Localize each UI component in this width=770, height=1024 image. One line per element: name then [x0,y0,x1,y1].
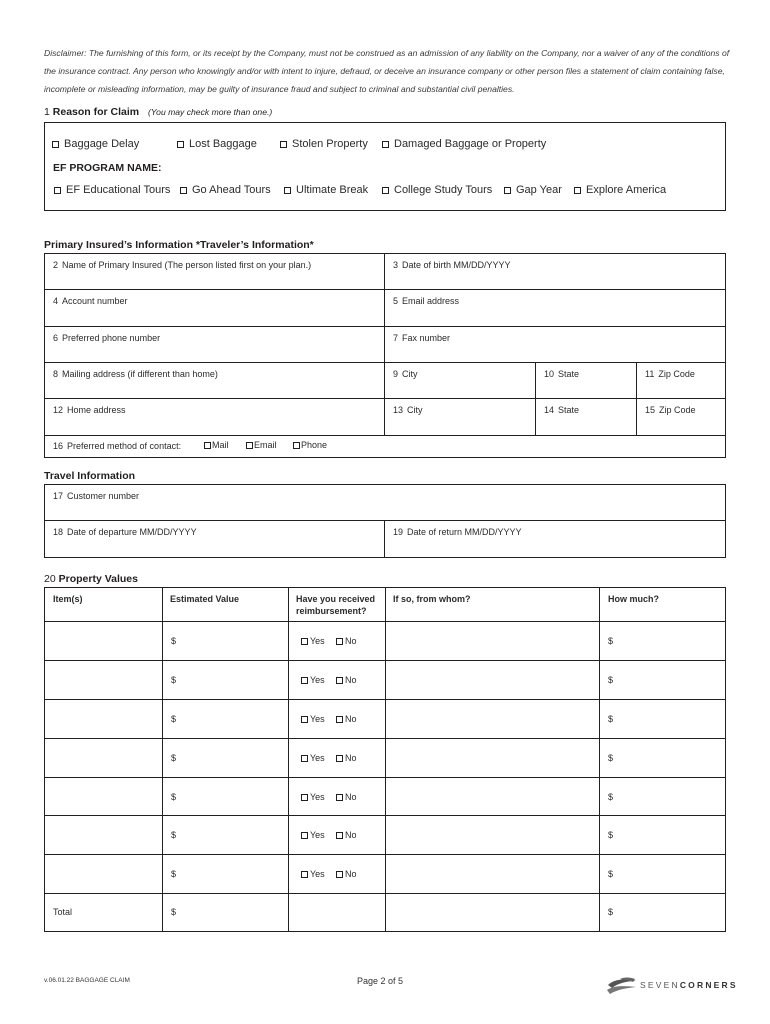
field-label: 10 State [544,369,580,379]
option-label: Yes [310,714,325,724]
option-label: No [345,636,357,646]
header-items: Item(s) [53,594,83,604]
field-label: 15 Zip Code [645,405,696,415]
option-ef-educational-tours[interactable] [54,184,170,196]
option-label: No [345,753,357,763]
field-label: 13 City [393,405,423,415]
how-much-currency: $ [608,636,614,646]
checkbox[interactable] [301,716,308,723]
checkbox[interactable] [336,677,343,684]
how-much-currency: $ [608,830,614,840]
field-home-address[interactable] [45,399,385,436]
estimated-value-currency: $ [171,792,177,802]
option-damaged-baggage[interactable] [382,138,546,150]
option-label: Mail [212,440,229,450]
checkbox[interactable] [284,187,291,194]
option-college-study-tours[interactable] [382,184,492,196]
reason-hint: (You may check more than one.) [148,107,273,117]
ef-program-label: EF PROGRAM NAME: [53,162,162,174]
estimated-value-currency: $ [171,636,177,646]
property-number: 20 [44,573,56,585]
option-label: No [345,675,357,685]
checkbox[interactable] [301,794,308,801]
disclaimer-text: Disclaimer: The furnishing of this form, or its receipt by the Company, must not be construed as an admission of any liability on the Company, nor a waiver of any of the conditions of the insurance contract. Any person who knowingly and/or with intent to injure, defraud, or deceive an insurance company or other person files a statement of claim containing false, incomplete or misleading information, may be guilty of insurance fraud and subject to criminal and substantial civil penalties. [44,48,730,94]
table-grid [45,588,725,931]
header-estimated-value: Estimated Value [170,594,240,604]
option-label: Damaged Baggage or Property [394,138,547,150]
reimbursed-yes-option[interactable] [301,830,325,840]
primary-insured-table [44,253,726,458]
option-label: Yes [310,869,325,879]
option-label: Phone [301,440,328,450]
checkbox[interactable] [301,677,308,684]
checkbox[interactable] [382,187,389,194]
field-label: 18 Date of departure MM/DD/YYYY [53,527,197,537]
how-much-currency: $ [608,869,614,879]
option-label: Yes [310,753,325,763]
field-label: 17 Customer number [53,491,140,501]
form-version: v.06.01.22 BAGGAGE CLAIM [44,977,130,984]
reimbursed-no-option[interactable] [336,753,357,763]
estimated-value-currency: $ [171,675,177,685]
checkbox[interactable] [301,871,308,878]
field-mailing-zip[interactable] [637,363,725,399]
field-label: 11 Zip Code [645,369,695,379]
checkbox[interactable] [336,755,343,762]
field-date-of-departure[interactable] [45,521,385,557]
field-date-of-birth[interactable] [385,254,725,290]
travel-table [44,484,726,558]
reimbursed-no-option[interactable] [336,830,357,840]
field-email-address[interactable] [385,290,725,327]
checkbox[interactable] [574,187,581,194]
option-explore-america[interactable] [574,184,666,196]
header-from-whom: If so, from whom? [393,594,471,604]
field-home-city[interactable] [385,399,536,436]
field-preferred-contact [45,436,725,457]
field-date-of-return[interactable] [385,521,725,557]
seven-corners-logo-icon [606,975,638,995]
field-home-state[interactable] [536,399,637,436]
contact-phone-option[interactable] [293,440,327,450]
total-estimated-currency: $ [171,907,177,917]
option-label: Go Ahead Tours [192,184,271,196]
how-much-currency: $ [608,714,614,724]
option-label: Explore America [586,184,667,196]
reimbursed-yes-option[interactable] [301,753,325,763]
option-label: No [345,869,357,879]
checkbox[interactable] [336,832,343,839]
field-label: 12 Home address [53,405,126,415]
estimated-value-currency: $ [171,830,177,840]
option-lost-baggage[interactable] [177,138,257,150]
header-reimbursement: Have you received reimbursement? [296,594,376,616]
checkbox[interactable] [382,141,389,148]
checkbox[interactable] [54,187,61,194]
checkbox[interactable] [336,794,343,801]
contact-mail-option[interactable] [204,440,229,450]
option-ultimate-break[interactable] [284,184,368,196]
reimbursed-yes-option[interactable] [301,869,325,879]
checkbox[interactable] [301,638,308,645]
checkbox[interactable] [336,871,343,878]
estimated-value-currency: $ [171,869,177,879]
option-go-ahead-tours[interactable] [180,184,271,196]
estimated-value-currency: $ [171,753,177,763]
reimbursed-no-option[interactable] [336,792,357,802]
checkbox[interactable] [52,141,59,148]
option-label: Yes [310,636,325,646]
property-heading [44,573,138,585]
option-label: No [345,792,357,802]
option-label: No [345,830,357,840]
header-how-much: How much? [608,594,659,604]
option-label: EF Educational Tours [66,184,171,196]
field-preferred-phone[interactable] [45,327,385,363]
field-label: 5 Email address [393,296,460,306]
field-label: 8 Mailing address (if different than home) [53,369,218,379]
property-values-table [44,587,726,932]
field-primary-name[interactable] [45,254,385,290]
reimbursed-yes-option[interactable] [301,714,325,724]
field-label: 9 City [393,369,418,379]
brand-name: SEVENCORNERS [640,980,738,990]
field-label: 2 Name of Primary Insured (The person listed first on your plan.) [53,260,312,270]
reimbursed-yes-option[interactable] [301,636,325,646]
reimbursed-no-option[interactable] [336,869,357,879]
reimbursed-yes-option[interactable] [301,792,325,802]
checkbox[interactable] [336,716,343,723]
option-label: Stolen Property [292,138,368,150]
checkbox[interactable] [504,187,511,194]
field-mailing-address[interactable] [45,363,385,399]
checkbox[interactable] [336,638,343,645]
total-label: Total [53,907,73,917]
field-fax-number[interactable] [385,327,725,363]
reimbursed-no-option[interactable] [336,636,357,646]
field-customer-number[interactable] [45,485,725,521]
field-label: 14 State [544,405,580,415]
field-label: 6 Preferred phone number [53,333,161,343]
checkbox[interactable] [301,755,308,762]
how-much-currency: $ [608,753,614,763]
checkbox[interactable] [180,187,187,194]
field-label: 16 Preferred method of contact: [53,441,182,451]
option-label: Lost Baggage [189,138,257,150]
reason-number: 1 [44,106,50,118]
field-home-zip[interactable] [637,399,725,436]
option-label: No [345,714,357,724]
field-label: 4 Account number [53,296,128,306]
option-label: Yes [310,792,325,802]
option-gap-year[interactable] [504,184,562,196]
page-number: Page 2 of 5 [357,976,404,986]
option-stolen-property[interactable] [280,138,368,150]
checkbox[interactable] [280,141,287,148]
checkbox[interactable] [293,442,300,449]
how-much-currency: $ [608,675,614,685]
total-how-much-currency: $ [608,907,614,917]
option-label: Yes [310,830,325,840]
field-label: 19 Date of return MM/DD/YYYY [393,527,522,537]
travel-heading: Travel Information [44,470,136,482]
field-mailing-state[interactable] [536,363,637,399]
checkbox[interactable] [204,442,211,449]
contact-email-option[interactable] [246,440,277,450]
option-label: Gap Year [516,184,562,196]
option-baggage-delay[interactable] [52,138,139,150]
primary-insured-heading: Primary Insured’s Information *Traveler’s Information* [44,239,314,251]
field-account-number[interactable] [45,290,385,327]
property-title: Property Values [58,573,138,585]
option-label: College Study Tours [394,184,493,196]
option-label: Ultimate Break [296,184,369,196]
checkbox[interactable] [301,832,308,839]
field-label: 7 Fax number [393,333,451,343]
reimbursed-no-option[interactable] [336,714,357,724]
checkbox[interactable] [246,442,253,449]
reimbursed-yes-option[interactable] [301,675,325,685]
reason-title: Reason for Claim [52,106,140,118]
checkbox[interactable] [177,141,184,148]
option-label: Baggage Delay [64,138,140,150]
option-label: Yes [310,675,325,685]
option-label: Email [254,440,277,450]
field-label: 3 Date of birth MM/DD/YYYY [393,260,511,270]
reason-heading [44,106,272,118]
field-mailing-city[interactable] [385,363,536,399]
estimated-value-currency: $ [171,714,177,724]
reimbursed-no-option[interactable] [336,675,357,685]
how-much-currency: $ [608,792,614,802]
